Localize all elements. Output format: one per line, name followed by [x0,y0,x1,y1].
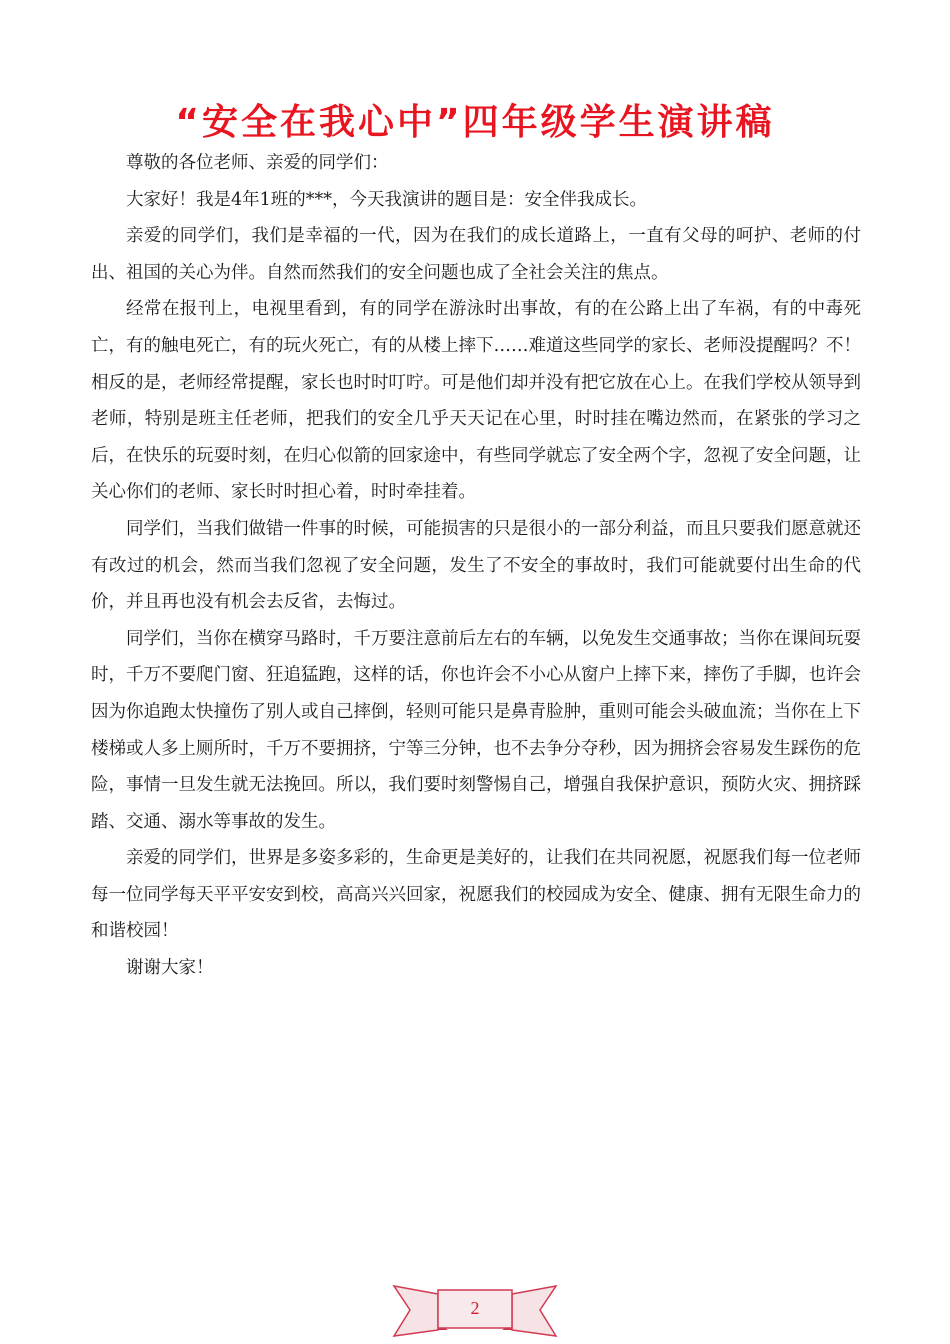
paragraph: 同学们，当你在横穿马路时，千万要注意前后左右的车辆，以免发生交通事故；当你在课间玩耍时，千万不要爬门窗、狂追猛跑，这样的话，你也许会不小心从窗户上摔下来，摔伤了手脚，也许会因为你追跑太快撞伤了别人或自己摔倒，轻则可能只是鼻青脸肿，重则可能会头破血流；当你在上下楼梯或人多上厕所时，千万不要拥挤，宁等三分钟，也不去争分夺秒，因为拥挤会容易发生踩伤的危险，事情一旦发生就无法挽回。所以，我们要时刻警惕自己，增强自我保护意识，预防火灾、拥挤踩踏、交通、溺水等事故的发生。 [91,628,861,832]
document-title: “安全在我心中”四年级学生演讲稿 [175,102,775,143]
paragraph-closing: 谢谢大家！ [126,958,214,979]
page-number: 2 [470,1298,480,1318]
paragraph: 经常在报刊上，电视里看到，有的同学在游泳时出事故，有的在公路上出了车祸，有的中毒死亡，有的触电死亡，有的玩火死亡，有的从楼上摔下……难道这些同学的家长、老师没提醒吗？不！相反的是，老师经常提醒，家长也时时叮咛。可是他们却并没有把它放在心上。在我们学校从领导到老师，特别是班主任老师，把我们的安全几乎天天记在心里，时时挂在嘴边然而，在紧张的学习之后，在快乐的玩耍时刻，在归心似箭的回家途中，有些同学就忘了安全两个字，忽视了安全问题，让关心你们的老师、家长时时担心着，时时牵挂着。 [91,299,861,503]
paragraph-salutation: 尊敬的各位老师、亲爱的同学们： [126,153,389,173]
speech-body [91,145,861,987]
paragraph: 亲爱的同学们，我们是幸福的一代，因为在我们的成长道路上，一直有父母的呵护、老师的付出、祖国的关心为伴。自然而然我们的安全问题也成了全社会关注的焦点。 [91,226,861,283]
paragraph-greeting: 大家好！我是4年1班的***，今天我演讲的题目是：安全伴我成长。 [126,189,648,210]
ribbon-right-tail [512,1286,556,1336]
paragraph: 同学们，当我们做错一件事的时候，可能损害的只是很小的一部分利益，而且只要我们愿意就还有改过的机会，然而当我们忽视了安全问题，发生了不安全的事故时，我们可能就要付出生命的代价，并且再也没有机会去反省，去悔过。 [91,518,861,613]
ribbon-left-tail [394,1286,438,1336]
paragraph: 亲爱的同学们，世界是多姿多彩的，生命更是美好的，让我们在共同祝愿，祝愿我们每一位老师每一位同学每天平平安安到校，高高兴兴回家，祝愿我们的校园成为安全、健康、拥有无限生命力的和谐校园！ [91,848,861,942]
page-footer [390,1280,560,1340]
